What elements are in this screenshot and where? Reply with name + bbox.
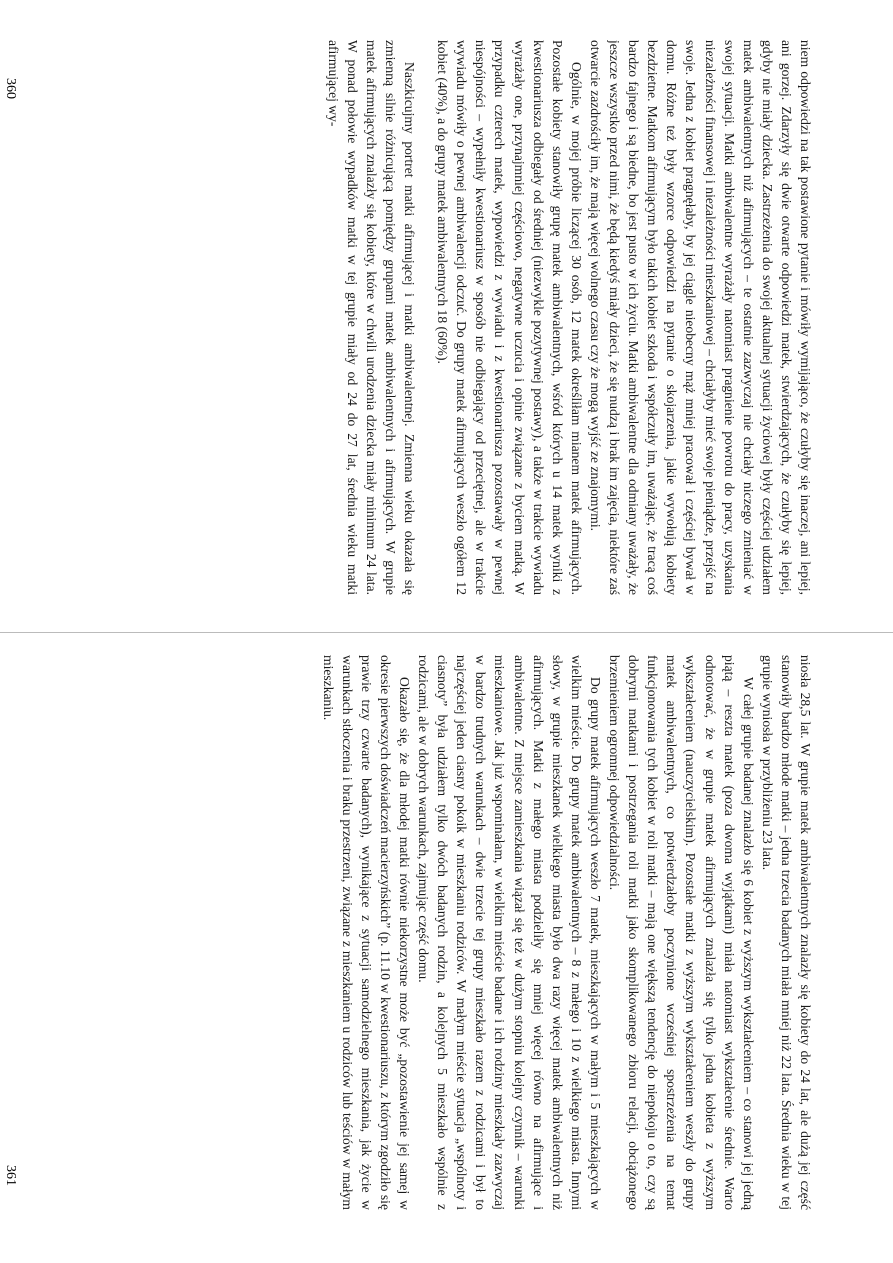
right-paragraph-1: niosła 28,5 lat. W grupie matek ambiwalentnych znalazły się kobiety do 24 lat, ale dużą jej część stanowiły bardzo młode matki – jedna trzecia badanych miała mniej niż 22 lata. Średnia wieku w tej grupie wyniosła w przybliżeniu 23 lata. bbox=[759, 655, 813, 1210]
left-page-number: 360 bbox=[3, 78, 18, 99]
right-page-number: 361 bbox=[3, 1165, 18, 1186]
left-paragraph-1: niem odpowiedzi na tak postawione pytanie i mówiły wymijająco, że czułyby się inaczej, ani lepiej, ani gorzej. Zdarzyły się dwie otwarte odpowiedzi matek, stwierdzających, że czułyby się lepiej, gdyby nie miały dziecka. Zastrzeżenia do swojej aktualnej sytuacji życiowej były częściej udziałem matek ambiwalentnych niż afirmujących – te ostatnie zazwyczaj nie chciały niczego zmieniać w swojej sytuacji. Matki ambiwalentne wyrażały natomiast pragnienie powrotu do pracy, uzyskania niezależności finansowej i niezależności mieszkaniowej – chciałyby mieć swoje pieniądze, przejść na swoje. Jedna z kobiet pragnęłaby, by jej ciągle nieobecny mąż mniej pracował i częściej bywał w domu. Różne też były wzorce odpowiedzi na pytanie o skojarzenia, jakie wywołują kobiety bezdzietne. Matkom afirmującym było takich kobiet szkoda i współczuły im, uważając, że tracą coś bardzo fajnego i są biedne, bo jest pusto w ich życiu. Matki ambiwalentne dla odmiany uważały, że jeszcze wszystko przed nimi, że będą kiedyś miały dzieci, że się nudzą i brak im zajęcia, niektóre zaś otwarcie zazdrościły im, że mają więcej wolnego czasu czy że mogą wyjść ze znajomymi. bbox=[587, 40, 813, 595]
right-paragraph-4: Okazało się, że dla młodej matki równie niekorzystne może być „pozostawienie jej samej w okresie pierwszych doświadczeń macierzyńskich” (p. 11.10 w kwestionariuszu, z którym zgodziło się prawie trzy czwarte badanych), wynikające z sytuacji samodzielnego mieszkania, jak życie w warunkach stłoczenia i braku przestrzeni, związane z mieszkaniem u rodziców lub teściów w małym mieszkaniu. bbox=[320, 655, 413, 1210]
left-page bbox=[55, 40, 815, 600]
right-paragraph-2: W całej grupie badanej znalazło się 6 kobiet z wyższym wykształceniem – co stanowi jej jedną piątą – reszta matek (poza dwoma wyjątkami) miała natomiast wykształcenie średnie. Warto odnotować, że w grupie matek afirmujących znalazła się tylko jedna kobieta z wyższym wykształceniem (nauczycielskim). Pozostałe matki z wyższym wykształceniem weszły do grupy matek ambiwalentnych, co potwierdzałoby poczynione wcześniej spostrzeżenia na temat funkcjonowania tych kobiet w roli matki – mają one większą tendencję do niepokoju o to, czy są dobrymi matkami i postrzegania roli matki jako skomplikowanego zbioru relacji, obciążonego brzemieniem ogromnej odpowiedzialności. bbox=[607, 655, 756, 1210]
left-paragraph-3: Naszkicujmy portret matki afirmującej i matki ambiwalentnej. Zmienna wieku okazała się zmienną silnie różnicującą pomiędzy grupami matek ambiwalentnych i afirmujących. W grupie matek afirmujących znalazły się kobiety, które w chwili urodzenia dziecka miały minimum 24 lata. W ponad połowie wypadków matki w tej grupie miały od 24 do 27 lat, średnia wieku matki afirmującej wy- bbox=[325, 40, 418, 595]
right-page-text bbox=[95, 655, 815, 1210]
gutter-line bbox=[0, 632, 893, 633]
right-paragraph-3: Do grupy matek afirmujących weszło 7 matek, mieszkających w małym i 5 mieszkających w wielkim mieście. Do grupy matek ambiwalentnych – 8 z małego i 10 z wielkiego miasta. Innymi słowy, w grupie mieszkanek wielkiego miasta było dwa razy więcej matek ambiwalentnych niż afirmujących. Matki z małego miasta podzieliły się mniej więcej równo na afirmujące i ambiwalentne. Z miejsce zamieszkania wiązał się też w dużym stopniu kolejny czynnik – warunki mieszkaniowe. Jak już wspominałam, w wielkim mieście badane i ich rodziny mieszkały zazwyczaj w bardzo trudnych warunkach – dwie trzecie tej grupy mieszkało razem z rodzicami i był to najczęściej jeden ciasny pokoik w mieszkaniu rodziców. W małym mieście sytuacja „wspólnoty i ciasnoty” była udziałem tylko dwóch badanych rodzin, a kolejnych 5 mieszkało wspólnie z rodzicami, ale w dobrych warunkach, zajmując część domu. bbox=[416, 655, 603, 1210]
right-page bbox=[55, 655, 815, 1215]
left-paragraph-2: Ogólnie, w mojej próbie liczącej 30 osób, 12 matek określiłam mianem matek afirmujących. Pozostałe kobiety stanowiły grupę matek ambiwalentnych, wśród których u 14 matek wyniki z kwestionariusza odbiegały od średniej (niezwykle pozytywnej postawy), a także w trakcie wywiadu wyrażały one, przynajmniej częściowo, negatywne uczucia i opinie związane z byciem matką. W przypadku czterech matek, wypowiedzi z wywiadu i z kwestionariusza pozostawały w pewnej niespójności – wypełniły kwestionariusz w sposób nie odbiegający od przeciętnej, ale w trakcie wywiadu mówiły o pewnej ambiwalencji odczuć. Do grupy matek afirmujących weszło ogółem 12 kobiet (40%), a do grupy matek ambiwalentnych 18 (60%). bbox=[435, 40, 584, 595]
left-page-text bbox=[95, 40, 815, 595]
